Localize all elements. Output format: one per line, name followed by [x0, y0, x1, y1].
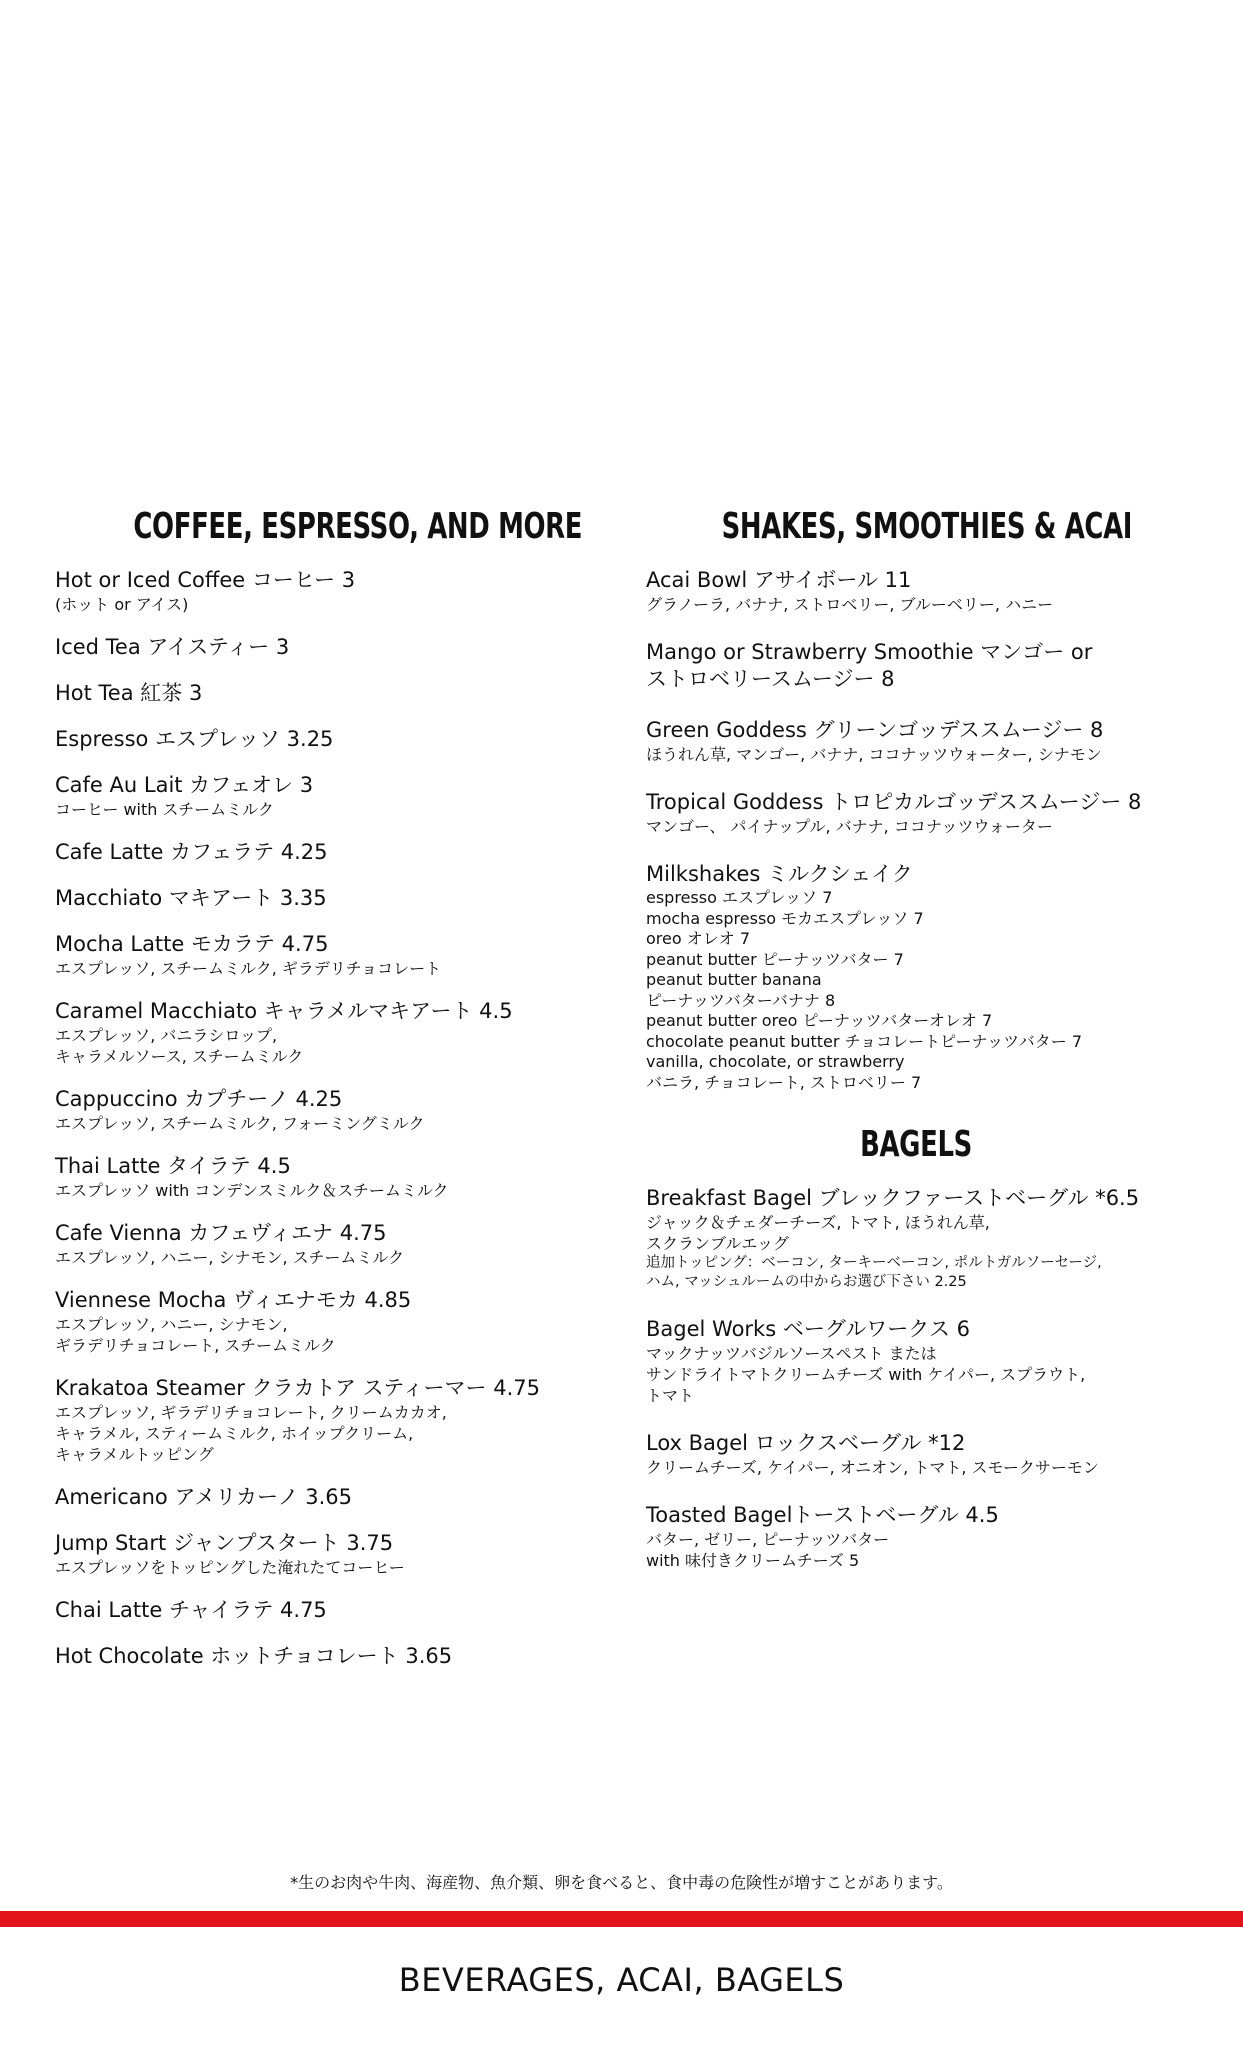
item-title: Cappuccino カプチーノ 4.25	[55, 1087, 343, 1111]
menu-item	[646, 1185, 1226, 1292]
item-desc: スクランブルエッグ	[646, 1234, 790, 1253]
item-title: Jump Start ジャンプスタート 3.75	[55, 1531, 394, 1555]
item-desc: エスプレッソ with コンデンスミルク＆スチームミルク	[55, 1181, 449, 1200]
item-desc: サンドライトマトクリームチーズ with ケイパー, スプラウト,	[646, 1365, 1086, 1384]
item-desc: (ホット or アイス)	[55, 595, 189, 614]
bagels-items	[646, 1185, 1226, 1571]
allergy-footnote: *生のお肉や牛肉、海産物、魚介類、卵を食べると、食中毒の危険性が増すことがあります。	[290, 1873, 953, 1892]
item-desc: ジャック＆チェダーチーズ, トマト, ほうれん草,	[646, 1213, 990, 1232]
menu-item	[55, 1484, 615, 1511]
menu-item-milkshakes	[646, 861, 1226, 1093]
menu-item	[646, 1316, 1226, 1406]
item-title: Cafe Au Lait カフェオレ 3	[55, 773, 314, 797]
shakes-heading: SHAKES, SMOOTHIES & ACAI	[721, 506, 1133, 547]
item-desc: espresso エスプレッソ 7	[646, 888, 833, 907]
item-desc: peanut butter oreo ピーナッツバターオレオ 7	[646, 1011, 993, 1030]
item-title: Bagel Works ベーグルワークス 6	[646, 1317, 971, 1341]
item-desc: mocha espresso モカエスプレッソ 7	[646, 908, 924, 928]
menu-item	[55, 1530, 615, 1578]
menu-item	[55, 567, 615, 615]
item-desc: ほうれん草, マンゴー, バナナ, ココナッツウォーター, シナモン	[646, 745, 1102, 764]
menu-item	[55, 1643, 615, 1670]
item-title: Lox Bagel ロックスベーグル *12	[646, 1431, 966, 1455]
menu-item	[55, 1375, 615, 1465]
footer-title: BEVERAGES, ACAI, BAGELS	[398, 1961, 845, 1999]
coffee-section	[55, 505, 615, 1689]
coffee-heading: COFFEE, ESPRESSO, AND MORE	[133, 506, 583, 547]
menu-item	[55, 1153, 615, 1201]
item-title: Espresso エスプレッソ 3.25	[55, 727, 334, 751]
menu-item	[55, 931, 615, 979]
coffee-items	[55, 567, 615, 1670]
item-desc: peanut butter ピーナッツバター 7	[646, 949, 904, 969]
item-title: Tropical Goddess トロピカルゴッデススムージー 8	[646, 790, 1142, 814]
item-desc: コーヒー with スチームミルク	[55, 800, 274, 819]
menu-item	[55, 839, 615, 866]
item-title: ストロベリースムージー 8	[646, 667, 895, 691]
menu-item	[55, 772, 615, 820]
menu-item	[646, 717, 1226, 765]
item-title: Toasted Bagelトーストベーグル 4.5	[646, 1503, 999, 1527]
menu-item	[55, 1220, 615, 1268]
item-desc: クリームチーズ, ケイパー, オニオン, トマト, スモークサーモン	[646, 1458, 1099, 1477]
item-title: Breakfast Bagel ブレックファーストベーグル *6.5	[646, 1186, 1140, 1210]
item-title: Hot Tea 紅茶 3	[55, 681, 203, 705]
menu-item	[55, 1597, 615, 1624]
item-desc: キャラメルソース, スチームミルク	[55, 1047, 304, 1066]
item-title: Hot Chocolate ホットチョコレート 3.65	[55, 1644, 453, 1668]
item-title: Acai Bowl アサイボール 11	[646, 568, 912, 592]
menu-item	[55, 680, 615, 707]
menu-item	[646, 1502, 1226, 1571]
menu-item	[646, 1430, 1226, 1478]
menu-item	[55, 726, 615, 753]
shakes-section	[646, 505, 1226, 1595]
menu-item	[55, 885, 615, 912]
item-title: Milkshakes ミルクシェイク	[646, 862, 913, 886]
item-desc: エスプレッソ, スチームミルク, フォーミングミルク	[55, 1114, 425, 1133]
item-desc: chocolate peanut butter チョコレートピーナッツバター 7	[646, 1031, 1083, 1051]
menu-item	[55, 998, 615, 1067]
item-title: Caramel Macchiato キャラメルマキアート 4.5	[55, 999, 513, 1023]
item-title: Cafe Latte カフェラテ 4.25	[55, 840, 328, 864]
item-desc: peanut butter banana	[646, 970, 822, 989]
item-desc: ピーナッツバターバナナ 8	[646, 990, 836, 1010]
item-desc: エスプレッソ, ギラデリチョコレート, クリームカカオ,	[55, 1403, 447, 1422]
item-desc: エスプレッソ, ハニー, シナモン, スチームミルク	[55, 1248, 405, 1267]
item-desc: エスプレッソ, スチームミルク, ギラデリチョコレート	[55, 959, 442, 978]
red-divider-bar	[0, 1911, 1243, 1927]
item-desc: バニラ, チョコレート, ストロベリー 7	[646, 1072, 922, 1092]
bagels-heading: BAGELS	[860, 1124, 972, 1165]
item-title: Mocha Latte モカラテ 4.75	[55, 932, 329, 956]
menu-item	[646, 567, 1226, 615]
item-desc: 追加トッピング：ベーコン, ターキーベーコン, ポルトガルソーセージ,	[646, 1255, 1102, 1271]
item-desc: エスプレッソ, ハニー, シナモン,	[55, 1315, 288, 1334]
item-desc: マックナッツバジルソースペスト または	[646, 1344, 937, 1363]
item-desc: with 味付きクリームチーズ 5	[646, 1551, 860, 1570]
item-desc: キャラメルトッピング	[55, 1445, 214, 1464]
item-title: Cafe Vienna カフェヴィエナ 4.75	[55, 1221, 387, 1245]
item-desc: vanilla, chocolate, or strawberry	[646, 1052, 905, 1071]
item-desc: バター, ゼリー, ピーナッツバター	[646, 1530, 890, 1549]
item-title: Green Goddess グリーンゴッデススムージー 8	[646, 718, 1104, 742]
item-title: Thai Latte タイラテ 4.5	[55, 1154, 291, 1178]
item-desc: トマト	[646, 1386, 695, 1405]
item-desc: エスプレッソ, バニラシロップ,	[55, 1026, 278, 1045]
menu-item	[646, 639, 1226, 693]
item-title: Krakatoa Steamer クラカトア スティーマー 4.75	[55, 1376, 540, 1400]
item-title: Viennese Mocha ヴィエナモカ 4.85	[55, 1288, 412, 1312]
item-desc: oreo オレオ 7	[646, 929, 751, 948]
item-title: Chai Latte チャイラテ 4.75	[55, 1598, 327, 1622]
item-title: Iced Tea アイスティー 3	[55, 635, 290, 659]
menu-item	[55, 634, 615, 661]
menu-item	[55, 1086, 615, 1134]
shakes-items	[646, 567, 1226, 1093]
item-desc: ギラデリチョコレート, スチームミルク	[55, 1336, 336, 1355]
item-desc: エスプレッソをトッピングした淹れたてコーヒー	[55, 1558, 405, 1577]
menu-item	[646, 789, 1226, 837]
item-desc: グラノーラ, バナナ, ストロベリー, ブルーベリー, ハニー	[646, 595, 1054, 614]
item-desc: ハム, マッシュルームの中からお選び下さい 2.25	[646, 1274, 967, 1290]
item-title: Americano アメリカーノ 3.65	[55, 1485, 353, 1509]
item-title: Macchiato マキアート 3.35	[55, 886, 327, 910]
item-desc: マンゴー、 パイナップル, バナナ, ココナッツウォーター	[646, 817, 1053, 836]
item-title: Mango or Strawberry Smoothie マンゴー or	[646, 640, 1093, 664]
item-desc: キャラメル, スティームミルク, ホイップクリーム,	[55, 1424, 414, 1443]
menu-item	[55, 1287, 615, 1356]
item-title: Hot or Iced Coffee コーヒー 3	[55, 568, 356, 592]
